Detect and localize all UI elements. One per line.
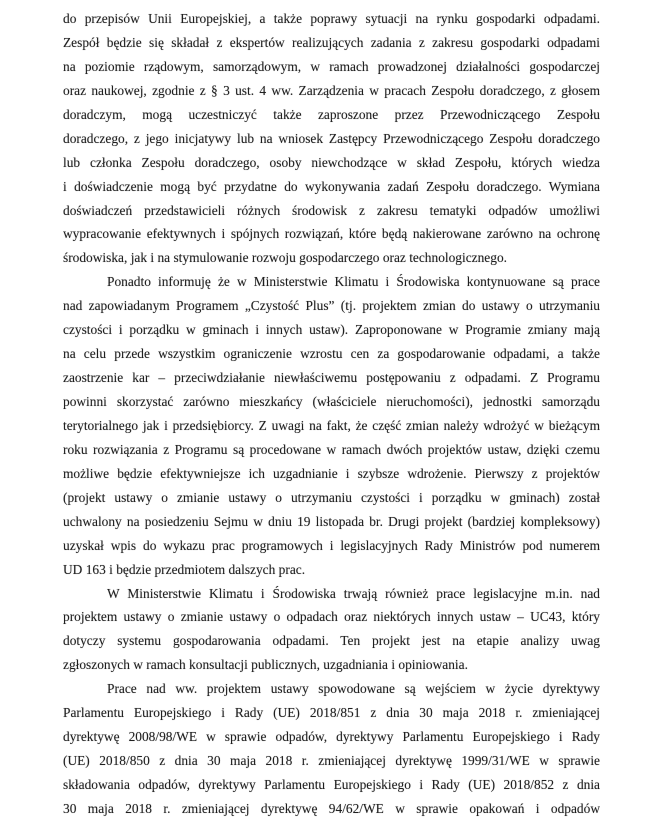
text-line: czystości i porządku w gminach i innych ustaw). Zaproponowane w Programie zmiany mają — [63, 322, 600, 338]
text-line: zaostrzenie kar – przeciwdziałanie niewłaściwemu postępowaniu z odpadami. Z Programu — [63, 370, 600, 386]
text-line: projektem ustawy o zmianie ustawy o odpadach oraz niektórych innych ustaw – UC43, który — [63, 609, 600, 625]
text-line: 30 maja 2018 r. zmieniającej dyrektywę 94/62/WE w sprawie opakowań i odpadów — [63, 800, 600, 816]
paragraph-2 — [63, 270, 600, 581]
text-line: na poziomie rządowym, samorządowym, w ramach prowadzonej działalności gospodarczej — [63, 58, 600, 74]
paragraph-1 — [63, 7, 600, 270]
text-line: i doświadczenie mogą być przydatne do wykonywania zadań Zespołu doradczego. Wymiana — [63, 178, 600, 194]
text-line: dotyczy systemu gospodarowania odpadami. Ten projekt jest na etapie analizy uwag — [63, 633, 600, 649]
text-line: zgłoszonych w ramach konsultacji publicznych, uzgadniania i opiniowania. — [63, 657, 468, 673]
text-line: Parlamentu Europejskiego i Rady (UE) 2018/851 z dnia 30 maja 2018 r. zmieniającej — [63, 705, 600, 721]
text-line: roku rozwiązania z Programu są procedowane w ramach dwóch projektów ustaw, dzięki czemu — [63, 441, 600, 457]
paragraph-3 — [63, 582, 600, 678]
text-line: terytorialnego jak i przedsiębiorcy. Z uwagi na fakt, że część zmian należy wdrożyć w bieżącym — [63, 417, 600, 433]
text-line: dyrektywę 2008/98/WE w sprawie odpadów, dyrektywy Parlamentu Europejskiego i Rady — [63, 729, 600, 745]
text-line: nad zapowiadanym Programem „Czystość Plus” (tj. projektem zmian do ustawy o utrzymaniu — [63, 298, 600, 314]
text-line: (UE) 2018/850 z dnia 30 maja 2018 r. zmieniającej dyrektywę 1999/31/WE w sprawie — [63, 753, 600, 769]
text-line: oraz naukowej, zgodnie z § 3 ust. 4 ww. Zarządzenia w pracach Zespołu doradczego, z głosem — [63, 82, 600, 98]
text-line: powinni skorzystać zarówno mieszkańcy (właściciele nieruchomości), jednostki samorządu — [63, 394, 600, 409]
paragraph-4 — [63, 677, 600, 821]
text-line: doświadczeń przedstawicieli różnych środowisk z zakresu tematyki odpadów umożliwi — [63, 202, 600, 218]
text-line: na celu przede wszystkim ograniczenie wzrostu cen za gospodarowanie odpadami, a także — [63, 346, 600, 362]
text-line: możliwe będzie efektywniejsze ich uzgadnianie i szybsze wdrożenie. Pierwszy z projektów — [63, 465, 600, 481]
text-line: doradczego, z jego inicjatywy lub na wniosek Zastępcy Przewodniczącego Zespołu doradczego — [63, 130, 600, 146]
text-line: uchwalony na posiedzeniu Sejmu w dniu 19 listopada br. Drugi projekt (bardziej kompleksowy) — [63, 513, 600, 529]
text-line: Zespół będzie się składał z ekspertów realizujących zadania z zakresu gospodarki odpadami — [63, 34, 600, 50]
text-line: lub członka Zespołu doradczego, osoby niewchodzące w skład Zespołu, których wiedza — [63, 154, 600, 170]
text-line: (projekt ustawy o zmianie ustawy o utrzymaniu czystości i porządku w gminach) został — [63, 489, 600, 505]
text-line: do przepisów Unii Europejskiej, a także poprawy sytuacji na rynku gospodarki odpadami. — [63, 11, 600, 26]
text-line: UD 163 i będzie przedmiotem dalszych prac. — [63, 561, 306, 577]
text-line: doradczym, mogą uczestniczyć także zaproszone przez Przewodniczącego Zespołu — [63, 106, 600, 122]
text-line: uzyskał wpis do wykazu prac programowych i legislacyjnych Rady Ministrów pod numerem — [63, 537, 600, 553]
text-line: składowania odpadów, dyrektywy Parlamentu Europejskiego i Rady (UE) 2018/852 z dnia — [63, 777, 600, 792]
text-line: wypracowanie efektywnych i spójnych rozwiązań, które będą nakierowane zarówno na ochronę — [63, 226, 600, 242]
text-line: Ponadto informuję że w Ministerstwie Klimatu i Środowiska kontynuowane są prace — [107, 274, 600, 290]
text-line: Prace nad ww. projektem ustawy spowodowane są wejściem w życie dyrektywy — [107, 681, 600, 697]
text-line: W Ministerstwie Klimatu i Środowiska trwają również prace legislacyjne m.in. nad — [107, 585, 600, 601]
text-line: środowiska, jak i na stymulowanie rozwoju gospodarczego oraz technologicznego. — [63, 250, 507, 266]
